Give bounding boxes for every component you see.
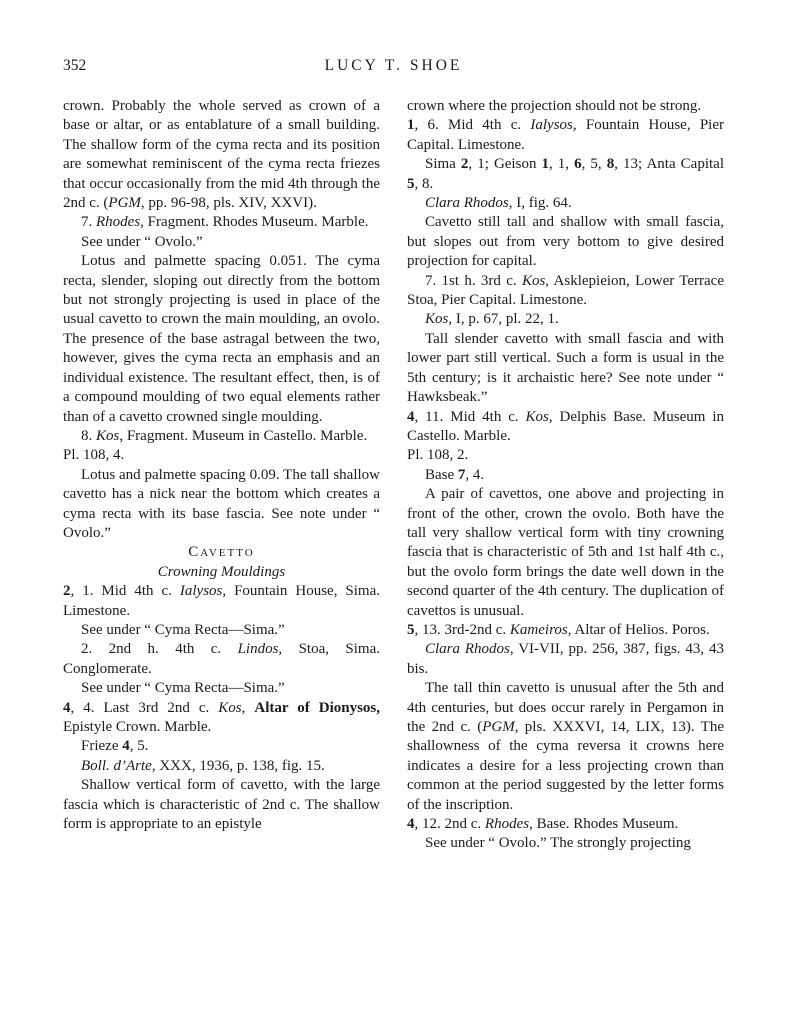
paragraph — [407, 815, 724, 834]
text-run: 1 — [541, 156, 549, 173]
text-run: Frieze — [81, 738, 123, 755]
text-run: 7. 1st h. 3rd c. — [425, 272, 522, 289]
text-run: Pl. 108, 2. — [407, 447, 469, 464]
text-run: , XXX, 1936, p. 138, fig. 15. — [151, 757, 325, 774]
text-run: , 5, — [581, 156, 607, 173]
paragraph — [407, 466, 724, 485]
text-run: 6 — [574, 156, 582, 173]
paragraph — [407, 116, 724, 155]
paragraph — [407, 272, 724, 311]
page-number: 352 — [63, 57, 87, 74]
text-run: PGM — [482, 719, 515, 735]
paragraph — [407, 155, 724, 194]
text-run: , Delphis Base. Museum in Castello. Marble. — [407, 408, 724, 444]
text-run: Kos — [96, 427, 120, 444]
paragraph — [407, 485, 724, 621]
paragraph — [63, 233, 380, 252]
paragraph — [63, 737, 380, 756]
text-columns — [63, 97, 724, 854]
paragraph — [63, 97, 380, 213]
paragraph — [407, 330, 724, 408]
text-run: crown. Probably the whole served as crown of a base or altar, or as entablature of a small building. The shallow form of the cyma recta and its position are somewhat reminiscent of the cyma recta friezes that occur occasionally from the mid 4th through the 2nd c. ( — [63, 98, 380, 212]
text-run: , 6. Mid 4th c. — [414, 117, 531, 134]
text-run: , Fragment. Rhodes Museum. Marble. — [140, 214, 369, 231]
text-run: Base — [425, 466, 458, 483]
paragraph — [63, 466, 380, 544]
text-run: , 8. — [414, 175, 434, 192]
text-run: , pls. XXXVI, 14, LIX, 13). The shallowness of the cyma reversa it crowns here indicates a desire for a less projecting crown than common at the period suggested by the letter forms of the inscription. — [407, 719, 724, 813]
text-run: Kos — [521, 272, 546, 289]
paragraph — [407, 640, 724, 679]
text-run: A pair of cavettos, one above and projecting in front of the other, crown the ovolo. Both have the tall very shallow vertical form with tiny crowning fascia that is characteristic of 5th and 1st half 4th c., but the ovolo form brings the date well down in the second quarter of the 4th century. The duplication of cavettos is unusual. — [407, 486, 724, 619]
text-run: Shallow vertical form of cavetto, with the large fascia which is characteristic of 2nd c. The shallow form is appropriate to an epistyle — [63, 777, 380, 833]
paragraph — [407, 621, 724, 640]
paragraph — [63, 776, 380, 834]
text-run: See under “ Ovolo.” — [81, 233, 203, 250]
text-run: Crowning Mouldings — [157, 563, 286, 580]
text-run: Lotus and palmette spacing 0.051. The cyma recta, slender, sloping out directly from the bottom but not strongly projecting is used in place of the usual cavetto to crown the main moulding, an ovolo. The presence of the base astragal between the two, however, gives the cyma recta an emphasis and an individual existence. The resultant effect, then, is of a compound moulding of two equal elements rather than of a cavetto crowned single moulding. — [63, 253, 380, 425]
text-run: , — [241, 699, 255, 716]
text-run: Lotus and palmette spacing 0.09. The tall shallow cavetto has a nick near the bottom which creates a cyma recta with its base fascia. See note under “ Ovolo.” — [63, 466, 380, 541]
text-run: See under “ Cyma Recta—Sima.” — [81, 621, 285, 638]
text-run: , Base. Rhodes Museum. — [529, 816, 679, 833]
section-subheading — [63, 563, 380, 582]
paragraph — [407, 679, 724, 815]
text-run: 5 — [407, 175, 415, 192]
paragraph — [63, 757, 380, 776]
text-run: , 11. Mid 4th c. — [414, 408, 526, 425]
paragraph — [63, 427, 380, 446]
text-run: , 13; Anta Capital — [614, 156, 724, 173]
text-run: Rhodes — [96, 214, 141, 231]
text-run: , Altar of Helios. Poros. — [567, 621, 710, 638]
text-run: Kos — [218, 699, 242, 716]
text-run: See under “ Cyma Recta—Sima.” — [81, 680, 285, 697]
text-run: The tall thin cavetto is unusual after the 5th and 4th centuries, but does occur rarely in Pergamon in the 2nd c. ( — [407, 680, 724, 735]
text-run: Ialysos — [530, 117, 573, 134]
text-run: Tall slender cavetto with small fascia and with lower part still vertical. Such a form is usual in the 5th century; is it archaistic here? See note under “ Hawksbeak.” — [407, 330, 724, 406]
text-run: , 13. 3rd-2nd c. — [414, 621, 510, 638]
text-run: Clara Rhodos — [425, 195, 509, 212]
paragraph — [407, 834, 724, 853]
text-run: , 1; Geison — [468, 156, 542, 173]
text-run: Kos — [525, 408, 549, 425]
paragraph — [63, 679, 380, 698]
text-run: Sima — [425, 156, 461, 173]
text-run: 5 — [407, 621, 415, 638]
section-heading — [63, 543, 380, 562]
paragraph — [407, 194, 724, 213]
text-run: Boll. d’Arte — [81, 757, 152, 774]
paragraph — [63, 446, 380, 465]
text-run: Cavetto still tall and shallow with small fascia, but slopes out from very bottom to give desired projection for capital. — [407, 214, 724, 270]
text-run: 4 — [407, 408, 415, 425]
paragraph — [63, 252, 380, 427]
paragraph — [407, 213, 724, 271]
paragraph — [407, 97, 724, 116]
text-run: , I, p. 67, pl. 22, 1. — [448, 311, 559, 328]
text-run: , VI-VII, pp. 256, 387, figs. 43, 43 bis. — [407, 641, 725, 677]
text-run: , 4. — [465, 466, 485, 483]
text-run: Pl. 108, 4. — [63, 447, 125, 464]
paragraph — [63, 213, 380, 232]
paragraph — [63, 621, 380, 640]
text-run: , 12. 2nd c. — [414, 816, 485, 833]
text-run: 7 — [457, 466, 466, 483]
paragraph — [63, 582, 380, 621]
text-run: , Fountain House, Pier Capital. Limestone. — [407, 117, 724, 153]
text-run: Kos — [425, 311, 449, 328]
text-run: , Fountain House, Sima. Limestone. — [63, 583, 380, 619]
text-run: 8 — [606, 156, 615, 173]
text-run: , Fragment. Museum in Castello. Marble. — [119, 427, 368, 444]
paragraph — [407, 310, 724, 329]
paragraph — [407, 446, 724, 465]
text-run: Ialysos — [179, 583, 223, 600]
text-run: 2 — [460, 156, 469, 173]
text-run: Altar of Dionysos, — [254, 699, 381, 716]
text-run: Cavetto — [188, 544, 255, 561]
text-run: 1 — [407, 117, 415, 134]
text-run: 2 — [63, 583, 71, 600]
text-run: Stoa, Sima. Conglomerate. — [63, 641, 380, 677]
text-run: , Asklepieion, Lower Terrace Stoa, Pier Capital. Limestone. — [407, 272, 724, 309]
text-run: 4 — [407, 816, 415, 833]
text-run: , 1, — [549, 156, 575, 173]
text-run: 4 — [63, 699, 71, 716]
text-run: PGM — [108, 195, 141, 212]
paragraph — [63, 699, 380, 738]
text-run: crown where the projection should not be strong. — [407, 98, 702, 114]
text-run: , 1. Mid 4th c. — [70, 583, 180, 600]
text-run: 2. 2nd h. 4th c. — [81, 641, 238, 658]
text-run: Rhodes — [484, 816, 530, 833]
text-run: Kameiros — [509, 621, 568, 638]
text-run: , pp. 96-98, pls. XIV, XXVI). — [140, 195, 317, 212]
text-run: , I, fig. 64. — [508, 195, 572, 212]
paragraph — [407, 408, 724, 447]
text-run: Lindos, — [237, 641, 283, 658]
text-run: 7. — [81, 214, 96, 231]
text-run: Clara Rhodos — [425, 641, 510, 658]
column-left — [63, 97, 380, 854]
page-header — [63, 57, 724, 79]
text-run: 4 — [122, 738, 130, 755]
text-run: , 5. — [129, 738, 149, 755]
text-run: Epistyle Crown. Marble. — [63, 719, 212, 735]
text-run: , 4. Last 3rd 2nd c. — [70, 699, 219, 716]
paragraph — [63, 640, 380, 679]
text-run: See under “ Ovolo.” The strongly projecting — [425, 835, 691, 852]
text-run: 8. — [81, 427, 96, 444]
running-title: LUCY T. SHOE — [324, 57, 463, 74]
column-right — [407, 97, 724, 854]
